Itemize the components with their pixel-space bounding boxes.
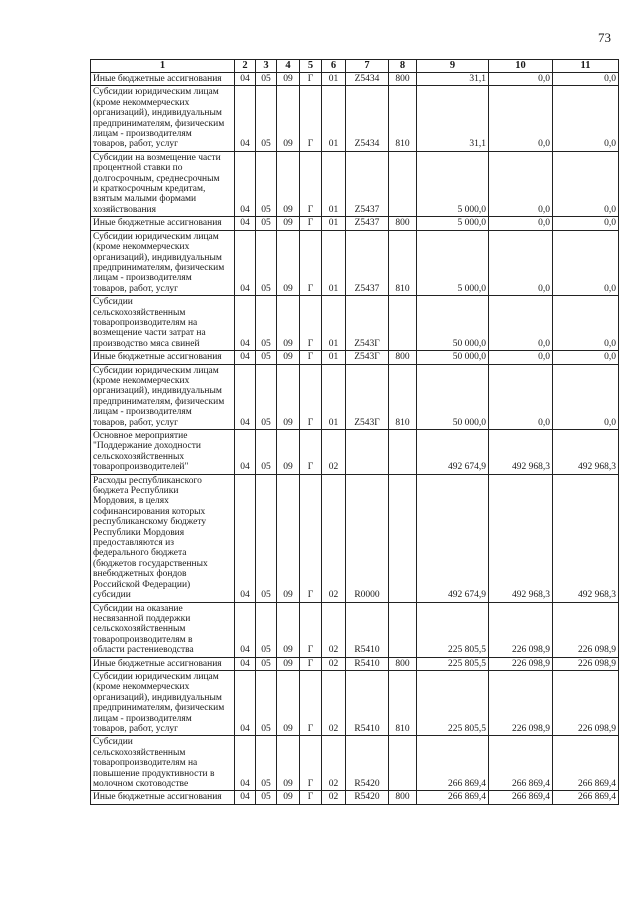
amount-year1-cell: 266 869,4 xyxy=(417,736,489,791)
subprogram-code-cell: Г xyxy=(300,217,322,230)
subsection-code-cell: 05 xyxy=(256,670,277,735)
event-code-cell: 02 xyxy=(322,474,346,602)
subsection-code-cell: 05 xyxy=(256,151,277,216)
subprogram-code-cell: Г xyxy=(300,657,322,670)
amount-year3-cell: 492 968,3 xyxy=(553,430,619,475)
subprogram-code-cell: Г xyxy=(300,86,322,151)
target-code-cell: Z5437 xyxy=(346,230,389,295)
amount-year3-cell: 0,0 xyxy=(553,296,619,351)
program-code-cell: 09 xyxy=(277,602,300,657)
expense-type-cell: 810 xyxy=(389,86,417,151)
program-code-cell: 09 xyxy=(277,791,300,804)
expense-type-cell xyxy=(389,474,417,602)
section-code-cell: 04 xyxy=(235,217,256,230)
amount-year2-cell: 226 098,9 xyxy=(489,657,553,670)
subsection-code-cell: 05 xyxy=(256,791,277,804)
expense-type-cell: 810 xyxy=(389,670,417,735)
program-code-cell: 09 xyxy=(277,474,300,602)
row-name-cell: Расходы республиканского бюджета Республики Мордовия, в целях софинансирования которых республиканскому бюджету Республики Мордовия предоставляются из федерального бюджета (бюджетов государственных внебюджетных фондов Российской Федерации) субсидии xyxy=(91,474,235,602)
target-code-cell: R5410 xyxy=(346,670,389,735)
section-code-cell: 04 xyxy=(235,474,256,602)
row-name-cell: Субсидии юридическим лицам (кроме некоммерческих организаций), индивидуальным предпринимателям, физическим лицам - производителям товаров, работ, услуг xyxy=(91,230,235,295)
expense-type-cell xyxy=(389,430,417,475)
amount-year3-cell: 0,0 xyxy=(553,230,619,295)
amount-year2-cell: 0,0 xyxy=(489,86,553,151)
expense-type-cell: 810 xyxy=(389,230,417,295)
table-row xyxy=(91,296,619,351)
column-header: 6 xyxy=(322,60,346,73)
row-name-cell: Иные бюджетные ассигнования xyxy=(91,73,235,86)
table-row xyxy=(91,151,619,216)
program-code-cell: 09 xyxy=(277,670,300,735)
program-code-cell: 09 xyxy=(277,296,300,351)
table-row xyxy=(91,230,619,295)
event-code-cell: 01 xyxy=(322,296,346,351)
row-name-cell: Субсидии юридическим лицам (кроме некоммерческих организаций), индивидуальным предпринимателям, физическим лицам - производителям товаров, работ, услуг xyxy=(91,86,235,151)
section-code-cell: 04 xyxy=(235,73,256,86)
amount-year2-cell: 0,0 xyxy=(489,296,553,351)
amount-year2-cell: 492 968,3 xyxy=(489,474,553,602)
amount-year2-cell: 0,0 xyxy=(489,151,553,216)
expense-type-cell xyxy=(389,736,417,791)
amount-year2-cell: 0,0 xyxy=(489,217,553,230)
subsection-code-cell: 05 xyxy=(256,86,277,151)
row-name-cell: Субсидии на возмещение части процентной ставки по долгосрочным, среднесрочным и краткосрочным кредитам, взятым малыми формами хозяйствования xyxy=(91,151,235,216)
table-row xyxy=(91,670,619,735)
target-code-cell xyxy=(346,430,389,475)
row-name-cell: Субсидии на оказание несвязанной поддержки сельскохозяйственным товаропроизводителям в области растениеводства xyxy=(91,602,235,657)
event-code-cell: 01 xyxy=(322,73,346,86)
budget-table xyxy=(90,59,619,805)
subprogram-code-cell: Г xyxy=(300,602,322,657)
subsection-code-cell: 05 xyxy=(256,430,277,475)
amount-year3-cell: 0,0 xyxy=(553,86,619,151)
event-code-cell: 01 xyxy=(322,86,346,151)
subprogram-code-cell: Г xyxy=(300,230,322,295)
table-row xyxy=(91,217,619,230)
subsection-code-cell: 05 xyxy=(256,657,277,670)
expense-type-cell: 810 xyxy=(389,364,417,429)
subprogram-code-cell: Г xyxy=(300,364,322,429)
target-code-cell: R5420 xyxy=(346,791,389,804)
amount-year1-cell: 225 805,5 xyxy=(417,602,489,657)
amount-year1-cell: 5 000,0 xyxy=(417,230,489,295)
amount-year3-cell: 0,0 xyxy=(553,217,619,230)
event-code-cell: 02 xyxy=(322,791,346,804)
table-row xyxy=(91,602,619,657)
expense-type-cell: 800 xyxy=(389,657,417,670)
program-code-cell: 09 xyxy=(277,364,300,429)
subsection-code-cell: 05 xyxy=(256,217,277,230)
amount-year2-cell: 0,0 xyxy=(489,351,553,364)
amount-year3-cell: 0,0 xyxy=(553,364,619,429)
subprogram-code-cell: Г xyxy=(300,474,322,602)
amount-year1-cell: 492 674,9 xyxy=(417,474,489,602)
event-code-cell: 02 xyxy=(322,430,346,475)
expense-type-cell xyxy=(389,602,417,657)
column-header: 2 xyxy=(235,60,256,73)
table-row xyxy=(91,73,619,86)
program-code-cell: 09 xyxy=(277,86,300,151)
table-header-row xyxy=(91,60,619,73)
column-header: 5 xyxy=(300,60,322,73)
section-code-cell: 04 xyxy=(235,296,256,351)
event-code-cell: 02 xyxy=(322,670,346,735)
section-code-cell: 04 xyxy=(235,791,256,804)
target-code-cell: R0000 xyxy=(346,474,389,602)
table-row xyxy=(91,657,619,670)
program-code-cell: 09 xyxy=(277,73,300,86)
amount-year1-cell: 50 000,0 xyxy=(417,296,489,351)
event-code-cell: 02 xyxy=(322,657,346,670)
section-code-cell: 04 xyxy=(235,670,256,735)
subprogram-code-cell: Г xyxy=(300,351,322,364)
subsection-code-cell: 05 xyxy=(256,230,277,295)
amount-year1-cell: 31,1 xyxy=(417,73,489,86)
amount-year3-cell: 0,0 xyxy=(553,151,619,216)
row-name-cell: Субсидии сельскохозяйственным товаропроизводителям на возмещение части затрат на производство мяса свиней xyxy=(91,296,235,351)
event-code-cell: 01 xyxy=(322,364,346,429)
row-name-cell: Субсидии юридическим лицам (кроме некоммерческих организаций), индивидуальным предпринимателям, физическим лицам - производителям товаров, работ, услуг xyxy=(91,364,235,429)
subsection-code-cell: 05 xyxy=(256,296,277,351)
column-header: 7 xyxy=(346,60,389,73)
subprogram-code-cell: Г xyxy=(300,670,322,735)
section-code-cell: 04 xyxy=(235,86,256,151)
event-code-cell: 01 xyxy=(322,217,346,230)
amount-year1-cell: 31,1 xyxy=(417,86,489,151)
amount-year1-cell: 492 674,9 xyxy=(417,430,489,475)
amount-year2-cell: 266 869,4 xyxy=(489,736,553,791)
section-code-cell: 04 xyxy=(235,657,256,670)
event-code-cell: 02 xyxy=(322,736,346,791)
expense-type-cell: 800 xyxy=(389,791,417,804)
program-code-cell: 09 xyxy=(277,351,300,364)
section-code-cell: 04 xyxy=(235,430,256,475)
subsection-code-cell: 05 xyxy=(256,474,277,602)
target-code-cell: Z5437 xyxy=(346,151,389,216)
amount-year1-cell: 5 000,0 xyxy=(417,151,489,216)
subsection-code-cell: 05 xyxy=(256,602,277,657)
event-code-cell: 02 xyxy=(322,602,346,657)
amount-year3-cell: 226 098,9 xyxy=(553,657,619,670)
subprogram-code-cell: Г xyxy=(300,151,322,216)
table-body xyxy=(91,73,619,805)
subsection-code-cell: 05 xyxy=(256,736,277,791)
amount-year1-cell: 50 000,0 xyxy=(417,351,489,364)
target-code-cell: Z5434 xyxy=(346,73,389,86)
section-code-cell: 04 xyxy=(235,351,256,364)
section-code-cell: 04 xyxy=(235,736,256,791)
amount-year2-cell: 226 098,9 xyxy=(489,602,553,657)
column-header: 8 xyxy=(389,60,417,73)
table-row xyxy=(91,86,619,151)
target-code-cell: R5410 xyxy=(346,657,389,670)
program-code-cell: 09 xyxy=(277,151,300,216)
subprogram-code-cell: Г xyxy=(300,736,322,791)
column-header: 10 xyxy=(489,60,553,73)
amount-year2-cell: 0,0 xyxy=(489,364,553,429)
target-code-cell: Z543Г xyxy=(346,351,389,364)
row-name-cell: Субсидии юридическим лицам (кроме некоммерческих организаций), индивидуальным предпринимателям, физическим лицам - производителям товаров, работ, услуг xyxy=(91,670,235,735)
amount-year1-cell: 50 000,0 xyxy=(417,364,489,429)
row-name-cell: Иные бюджетные ассигнования xyxy=(91,791,235,804)
program-code-cell: 09 xyxy=(277,657,300,670)
target-code-cell: R5420 xyxy=(346,736,389,791)
section-code-cell: 04 xyxy=(235,364,256,429)
target-code-cell: Z5434 xyxy=(346,86,389,151)
program-code-cell: 09 xyxy=(277,430,300,475)
subprogram-code-cell: Г xyxy=(300,73,322,86)
amount-year3-cell: 0,0 xyxy=(553,73,619,86)
column-header: 11 xyxy=(553,60,619,73)
amount-year2-cell: 226 098,9 xyxy=(489,670,553,735)
row-name-cell: Основное мероприятие "Поддержание доходности сельскохозяйственных товаропроизводителей" xyxy=(91,430,235,475)
expense-type-cell xyxy=(389,151,417,216)
table-row xyxy=(91,430,619,475)
row-name-cell: Иные бюджетные ассигнования xyxy=(91,657,235,670)
expense-type-cell xyxy=(389,296,417,351)
event-code-cell: 01 xyxy=(322,151,346,216)
table-row xyxy=(91,364,619,429)
event-code-cell: 01 xyxy=(322,230,346,295)
amount-year3-cell: 0,0 xyxy=(553,351,619,364)
subprogram-code-cell: Г xyxy=(300,791,322,804)
column-header: 4 xyxy=(277,60,300,73)
target-code-cell: R5410 xyxy=(346,602,389,657)
amount-year1-cell: 266 869,4 xyxy=(417,791,489,804)
table-row xyxy=(91,736,619,791)
amount-year3-cell: 226 098,9 xyxy=(553,670,619,735)
amount-year1-cell: 225 805,5 xyxy=(417,657,489,670)
page-number: 73 xyxy=(598,30,611,45)
column-header: 3 xyxy=(256,60,277,73)
section-code-cell: 04 xyxy=(235,151,256,216)
subsection-code-cell: 05 xyxy=(256,351,277,364)
table-row xyxy=(91,351,619,364)
expense-type-cell: 800 xyxy=(389,73,417,86)
expense-type-cell: 800 xyxy=(389,351,417,364)
section-code-cell: 04 xyxy=(235,230,256,295)
event-code-cell: 01 xyxy=(322,351,346,364)
row-name-cell: Иные бюджетные ассигнования xyxy=(91,351,235,364)
amount-year2-cell: 492 968,3 xyxy=(489,430,553,475)
amount-year2-cell: 0,0 xyxy=(489,73,553,86)
target-code-cell: Z543Г xyxy=(346,364,389,429)
program-code-cell: 09 xyxy=(277,230,300,295)
program-code-cell: 09 xyxy=(277,736,300,791)
amount-year2-cell: 266 869,4 xyxy=(489,791,553,804)
subsection-code-cell: 05 xyxy=(256,364,277,429)
subprogram-code-cell: Г xyxy=(300,296,322,351)
target-code-cell: Z5437 xyxy=(346,217,389,230)
amount-year3-cell: 226 098,9 xyxy=(553,602,619,657)
program-code-cell: 09 xyxy=(277,217,300,230)
subprogram-code-cell: Г xyxy=(300,430,322,475)
amount-year1-cell: 225 805,5 xyxy=(417,670,489,735)
amount-year3-cell: 266 869,4 xyxy=(553,736,619,791)
amount-year3-cell: 492 968,3 xyxy=(553,474,619,602)
target-code-cell: Z543Г xyxy=(346,296,389,351)
amount-year2-cell: 0,0 xyxy=(489,230,553,295)
amount-year1-cell: 5 000,0 xyxy=(417,217,489,230)
row-name-cell: Иные бюджетные ассигнования xyxy=(91,217,235,230)
subsection-code-cell: 05 xyxy=(256,73,277,86)
table-row xyxy=(91,791,619,804)
table-row xyxy=(91,474,619,602)
column-header: 1 xyxy=(91,60,235,73)
amount-year3-cell: 266 869,4 xyxy=(553,791,619,804)
row-name-cell: Субсидии сельскохозяйственным товаропроизводителям на повышение продуктивности в молочном скотоводстве xyxy=(91,736,235,791)
section-code-cell: 04 xyxy=(235,602,256,657)
column-header: 9 xyxy=(417,60,489,73)
expense-type-cell: 800 xyxy=(389,217,417,230)
